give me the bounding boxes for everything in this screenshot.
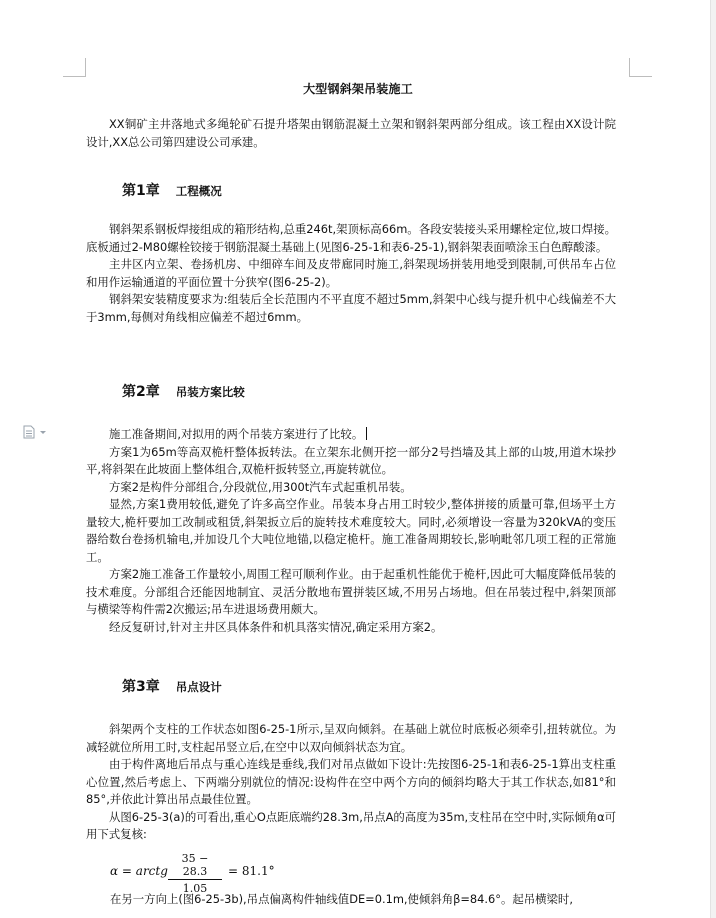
text-cursor [366,427,367,440]
chapter-1-number: 第1章 [122,183,160,199]
formula-lhs: α = arctg [110,864,168,878]
crop-mark-top-right [629,58,652,77]
formula-denominator: 1.05 [182,882,208,895]
chapter-3-number: 第3章 [122,679,160,695]
chapter-2-paragraph-text: 施工准备期间,对拟用的两个吊装方案进行了比较。 [109,427,364,441]
chapter-2-paragraph: 方案2是构件分部组合,分段就位,用300t汽车式起重机吊装。 [109,479,412,494]
chapter-3-body [86,721,616,844]
intro-section [86,116,616,151]
chapter-1-paragraph: 钢斜架安装精度要求为:组装后全长范围内不平直度不超过5mm,斜架中心线与提升机中心线偏差不大于3mm,每侧对角线相应偏差不超过6mm。 [86,292,616,324]
chapter-3-paragraph: 由于构件离地后吊点与重心连线是垂线,我们对吊点做如下设计:先按图6-25-1和表6-25-1算出支柱重心位置,然后考虑上、下两端分别就位的情况:设构件在空中两个方向的倾斜均略大于其工作状态,如81°和85°,并依此计算出吊点最佳位置。 [86,757,616,806]
chapter-2-title: 吊装方案比较 [175,385,245,399]
chapter-2-paragraph: 经反复研讨,针对主井区具体条件和机具落实情况,确定采用方案2。 [109,619,443,634]
chapter-1-paragraph: 钢斜架系钢板焊接组成的箱形结构,总重246t,架顶标高66m。各段安装接头采用螺栓定位,坡口焊接。底板通过2-M80螺栓铰接于钢筋混凝土基础上(见图6-25-1和表6-25-1),钢斜架表面喷涂玉白色醇酸漆。 [86,222,616,254]
chapter-2-paragraph [86,426,616,444]
crop-mark-top-left [63,58,86,77]
chapter-1-title: 工程概况 [175,184,222,198]
vertical-scrollbar[interactable] [710,0,716,918]
chapter-1-body [86,221,616,326]
intro-paragraph: XX铜矿主井落地式多绳轮矿石提升塔架由钢筋混凝土立架和钢斜架两部分组成。该工程由XX设计院设计,XX总公司第四建设公司承建。 [86,117,616,149]
chapter-2-paragraph: 显然,方案1费用较低,避免了许多高空作业。吊装本身占用工时较少,整体拼接的质量可靠,但场平土方量较大,桅杆要加工改制或租赁,斜架扳立后的旋转技术难度较大。同时,必须增设一容量为320kVA的变压器给数台卷扬机输电,并加设几个大吨位地锚,以稳定桅杆。施工准备周期较长,影响毗邻几项工程的正常施工。 [86,497,616,564]
document-title: 大型钢斜架吊装施工 [303,82,413,96]
chapter-3-heading [122,676,222,696]
chapter-2-paragraph: 方案1为65m等高双桅杆整体扳转法。在立架东北侧开挖一部分2号挡墙及其上部的山坡,用道木垛抄平,将斜架在此坡面上整体组合,双桅杆扳转竖立,再旋转就位。 [86,444,616,476]
formula-result: = 81.1° [228,864,275,878]
chapter-3-paragraph: 斜架两个支柱的工作状态如图6-25-1所示,呈双向倾斜。在基础上就位时底板必须牵引,扭转就位。为减轻就位所用工时,支柱起吊竖立后,在空中以双向倾斜状态为宜。 [86,722,616,754]
chapter-2-heading [122,381,245,401]
formula-fraction [168,852,222,895]
chapter-2-paragraph: 方案2施工准备工作量较小,周围工程可顺利作业。由于起重机性能优于桅杆,因此可大幅度降低吊装的技术难度。分部组合还能因地制宜、灵活分散地布置拼装区域,不用另占场地。但在吊装过程中,斜架顶部与横梁等构件需2次搬运;吊车进退场费用颇大。 [86,567,616,616]
chapter-1-paragraph: 主井区内立架、卷扬机房、中细碎车间及皮带廊同时施工,斜架现场拼装用地受到限制,可供吊车占位和用作运输通道的平面位置十分狭窄(图6-25-2)。 [86,257,616,289]
chapter-2-body [86,426,616,636]
chapter-3-paragraph: 从图6-25-3(a)的可看出,重心O点距底端约28.3m,吊点A的高度为35m,支柱吊在空中时,实际倾角α可用下式复核: [86,809,616,841]
formula-numerator: 35 − 28.3 [168,852,222,880]
chapter-3-title: 吊点设计 [175,680,222,694]
chapter-3-last-line: 在另一方向上(图6-25-3b),吊点偏离构件轴线值DE=0.1m,使倾斜角β=84.6°。起吊横梁时, [110,892,573,906]
chapter-2-number: 第2章 [122,384,160,400]
document-options-icon[interactable] [22,425,48,439]
chapter-1-heading [122,180,222,200]
